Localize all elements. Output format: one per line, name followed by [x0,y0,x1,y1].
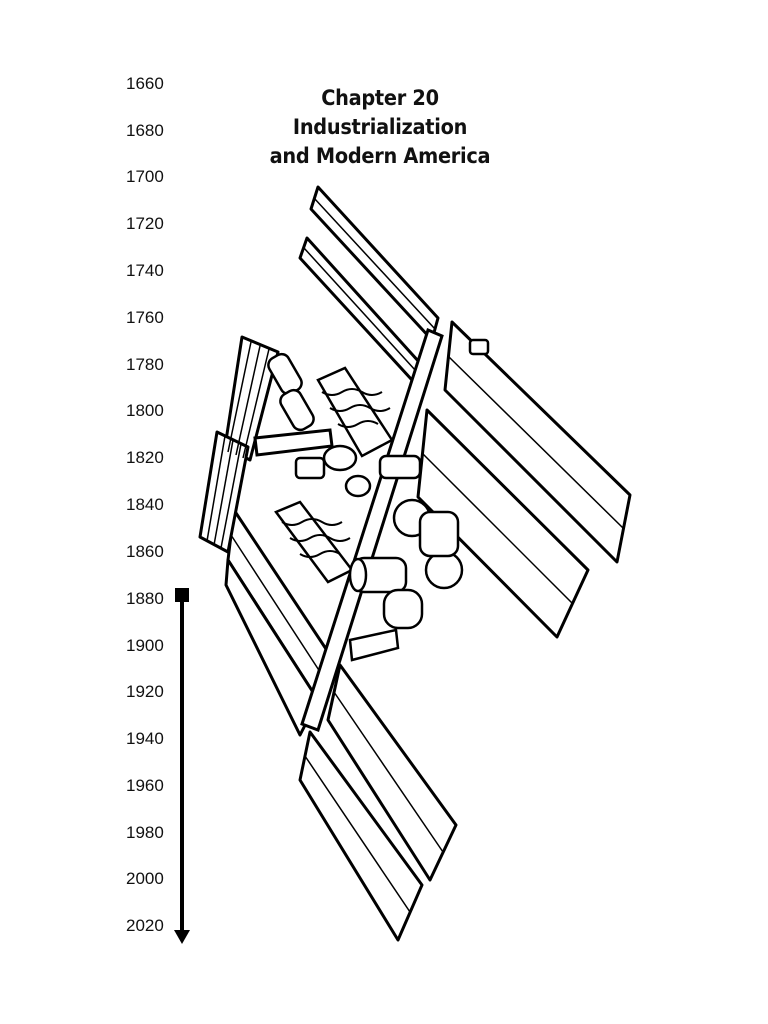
year-label: 1680 [126,121,164,140]
year-label: 1720 [126,214,164,233]
year-label: 1820 [126,448,164,467]
year-label: 1920 [126,682,164,701]
radiator [350,630,398,660]
year-label: 1980 [126,823,164,842]
module [324,446,356,470]
year-label: 2000 [126,869,164,888]
year-label: 1760 [126,308,164,327]
year-label: 1960 [126,776,164,795]
module [277,387,316,433]
title-line-3: and Modern America [269,144,491,168]
module [346,476,370,496]
year-label: 2020 [126,916,164,935]
year-label: 1700 [126,167,164,186]
module [296,458,324,478]
year-label: 1900 [126,636,164,655]
module [384,590,422,628]
module [350,559,366,591]
year-label: 1940 [126,729,164,748]
module [380,456,420,478]
module [420,512,458,556]
year-label: 1660 [126,74,164,93]
year-label: 1800 [126,401,164,420]
module [265,351,304,397]
year-label: 1860 [126,542,164,561]
module [426,552,462,588]
year-label: 1780 [126,355,164,374]
year-label: 1740 [126,261,164,280]
title-line-1: Chapter 20 [321,86,439,110]
truss-arm [255,430,332,455]
year-label: 1840 [126,495,164,514]
module [470,340,488,354]
year-label: 1880 [126,589,164,608]
title-line-2: Industrialization [292,115,468,139]
